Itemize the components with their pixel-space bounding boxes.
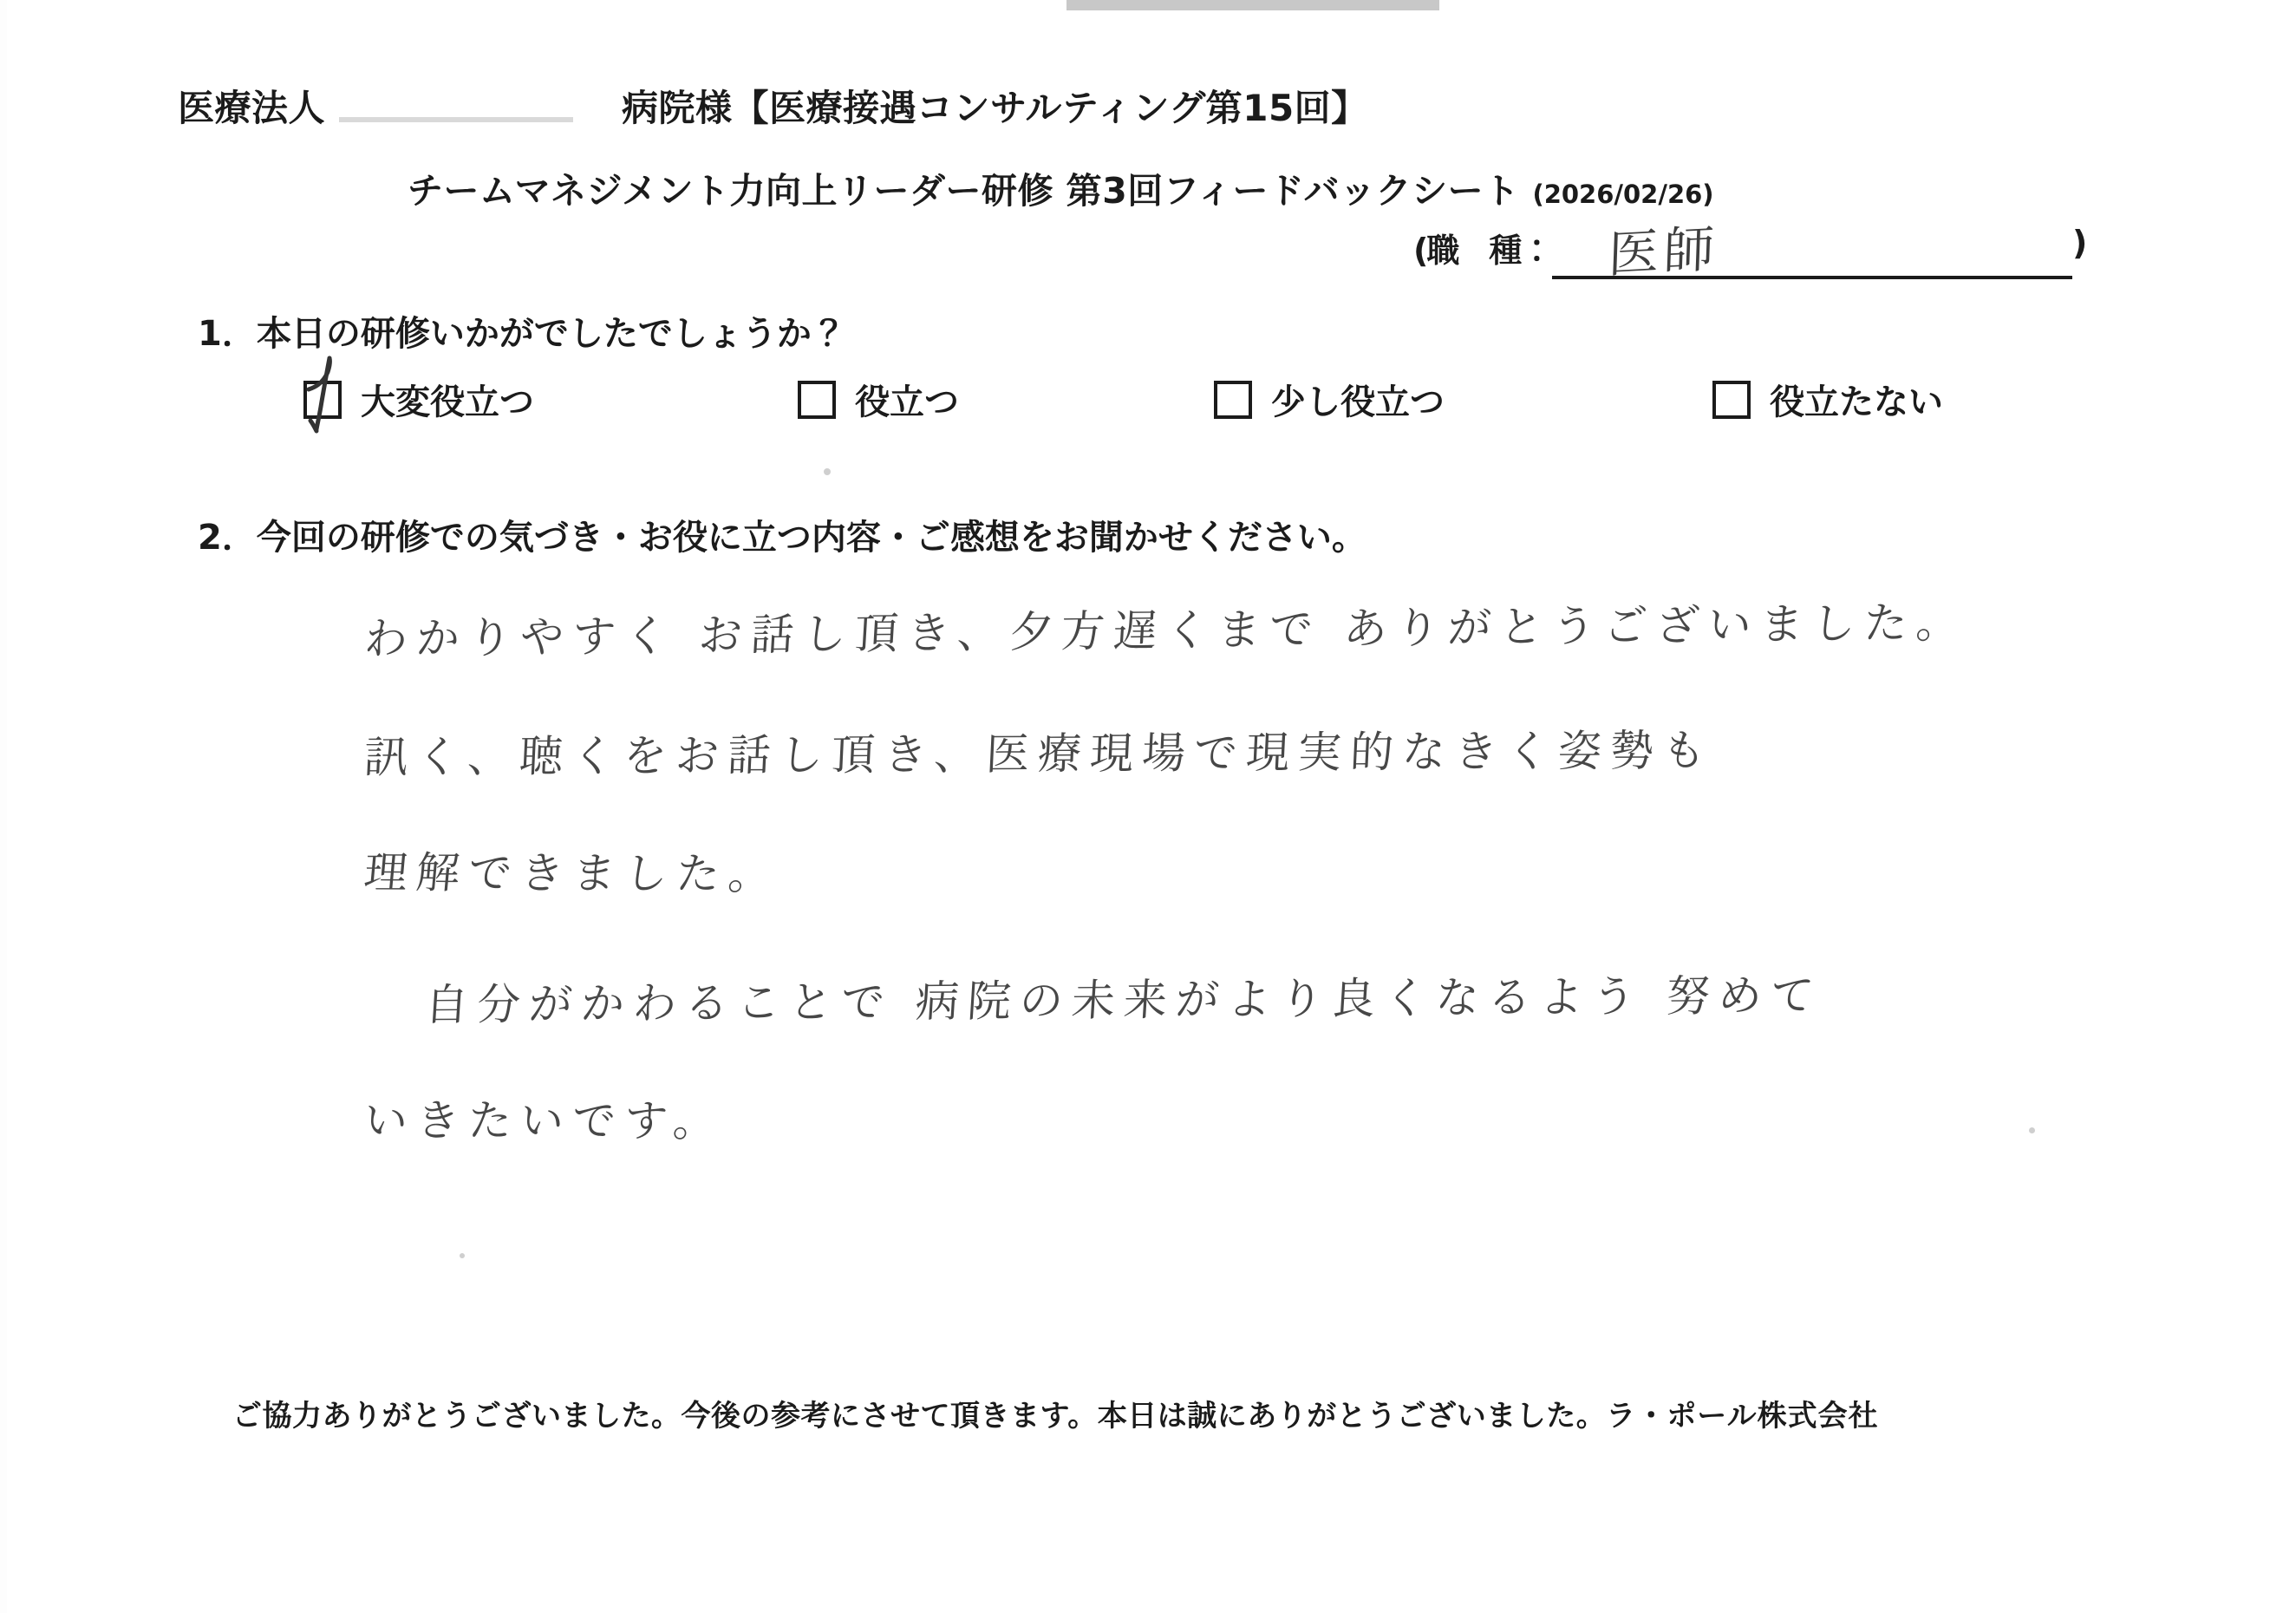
checkbox-useful[interactable] — [798, 381, 836, 419]
answer-line: 訊く、聴くをお話し頂き、医療現場で現実的なきく姿勢も — [362, 725, 1716, 783]
footer-thanks-text: ご協力ありがとうございました。今後の参考にさせて頂きます。本日は誠にありがとうございました。 — [232, 1399, 1607, 1433]
answer-line: いきたいです。 — [362, 1095, 727, 1146]
choice-option-slightly-useful[interactable] — [1214, 375, 1445, 424]
question-2-body: 今回の研修での気づき・お役に立つ内容・ご感想をお聞かせください。 — [256, 518, 1367, 558]
choice-option-useful[interactable] — [798, 375, 959, 424]
document-footer — [232, 1392, 1879, 1434]
scan-speckle — [460, 1253, 465, 1258]
checkbox-very-useful[interactable] — [303, 381, 342, 419]
answer-line: 自分がかわることで 病院の未来がより良くなるよう 努めて — [423, 970, 1824, 1031]
header-organization-suffix: 病院様【医療接遇コンサルティング第15回】 — [622, 87, 1368, 129]
redacted-hospital-name — [330, 105, 616, 117]
question-2-number: 2． — [198, 518, 257, 558]
answer-line: 理解できました。 — [362, 847, 783, 900]
document-header-line-1 — [178, 80, 1368, 132]
handwritten-answer-area — [364, 568, 2176, 1184]
choice-label-very-useful: 大変役立つ — [361, 382, 534, 422]
footer-company-name: ラ・ポール株式会社 — [1606, 1399, 1879, 1433]
scan-speckle — [824, 468, 831, 475]
question-1-number: 1． — [198, 314, 257, 354]
document-date: (2026/02/26) — [1532, 180, 1714, 209]
choice-label-not-useful: 役立たない — [1770, 382, 1943, 422]
answer-line: わかりやすく お話し頂き、夕方遅くまで ありがとうございました。 — [362, 597, 1970, 664]
checkbox-slightly-useful[interactable] — [1214, 381, 1252, 419]
document-title — [408, 162, 1714, 213]
job-type-handwritten-value: 医師 — [1607, 219, 1720, 284]
job-type-label-text: (職 種： — [1413, 232, 1552, 270]
question-2-text — [198, 510, 1367, 559]
question-1-choices — [303, 375, 2038, 427]
choice-option-not-useful[interactable] — [1712, 375, 1943, 424]
job-type-label — [1413, 224, 1551, 271]
choice-label-useful: 役立つ — [855, 382, 959, 422]
choice-option-very-useful[interactable] — [303, 375, 534, 424]
question-1-text — [198, 306, 846, 356]
handwritten-check-icon — [298, 349, 361, 436]
checkbox-not-useful[interactable] — [1712, 381, 1751, 419]
header-organization-prefix: 医療法人 — [178, 87, 326, 129]
scan-speckle — [2029, 1127, 2035, 1133]
choice-label-slightly-useful: 少し役立つ — [1271, 382, 1445, 422]
job-type-close-paren: ) — [2072, 224, 2088, 262]
question-1-body: 本日の研修いかがでしたでしょうか？ — [256, 314, 846, 354]
page-title: チームマネジメント力向上リーダー研修 第3回フィードバックシート — [408, 170, 1520, 212]
